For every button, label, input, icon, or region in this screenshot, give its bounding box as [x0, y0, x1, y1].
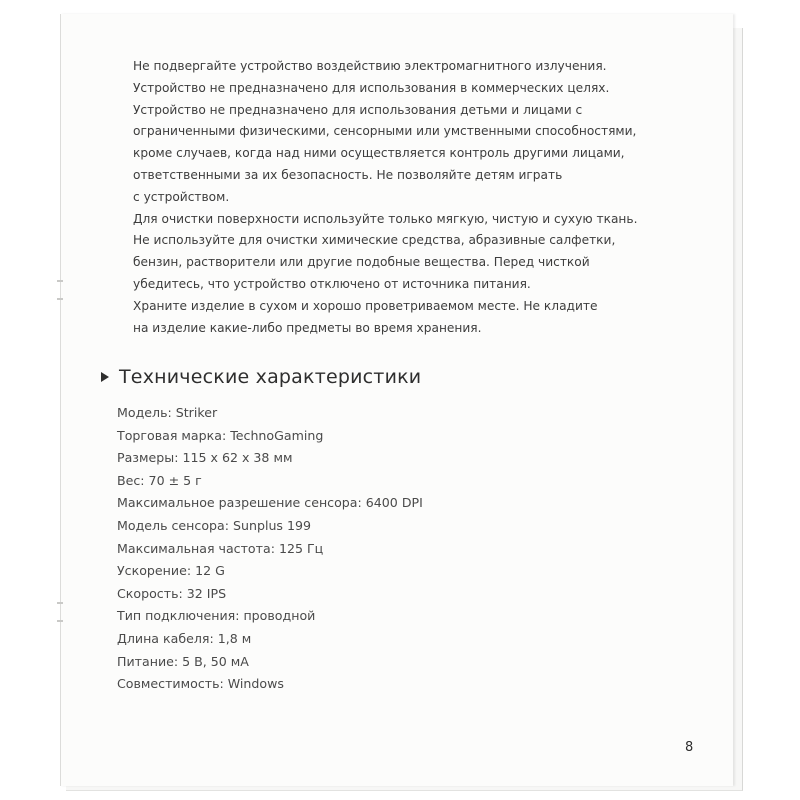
specs-heading [101, 366, 421, 388]
manual-page [60, 14, 733, 786]
spec-weight: Вес: 70 ± 5 г [117, 472, 202, 488]
safety-line: с устройством. [133, 189, 230, 204]
safety-instructions [133, 56, 723, 339]
safety-line: Устройство не предназначено для использования в коммерческих целях. [133, 80, 610, 95]
binding-mark [57, 620, 63, 622]
spec-power: Питание: 5 В, 50 мА [117, 653, 249, 669]
safety-line: убедитесь, что устройство отключено от источника питания. [133, 276, 531, 291]
safety-line: ответственными за их безопасность. Не позволяйте детям играть [133, 167, 563, 182]
binding-mark [57, 280, 63, 282]
safety-line: Для очистки поверхности используйте только мягкую, чистую и сухую ткань. [133, 211, 638, 226]
safety-line: кроме случаев, когда над ними осуществляется контроль другими лицами, [133, 146, 625, 161]
spec-compatibility: Совместимость: Windows [117, 676, 284, 692]
spec-sensor-model: Модель сенсора: Sunplus 199 [117, 517, 312, 533]
specs-title: Технические характеристики [119, 366, 422, 388]
spec-cable-length: Длина кабеля: 1,8 м [117, 630, 252, 646]
binding-mark [57, 602, 63, 604]
page-number: 8 [685, 740, 694, 755]
spec-dimensions: Размеры: 115 x 62 x 38 мм [117, 450, 293, 466]
spec-max-resolution: Максимальное разрешение сенсора: 6400 DPI [117, 495, 423, 511]
spec-connection-type: Тип подключения: проводной [117, 608, 316, 624]
safety-line: бензин, растворители или другие подобные вещества. Перед чисткой [133, 255, 590, 270]
spec-brand: Торговая марка: TechnoGaming [117, 427, 324, 443]
spec-model: Модель: Striker [117, 405, 218, 420]
spec-polling-rate: Максимальная частота: 125 Гц [117, 540, 324, 556]
safety-line: Не подвергайте устройство воздействию электромагнитного излучения. [133, 59, 607, 73]
triangle-marker-icon [101, 372, 109, 382]
spec-acceleration: Ускорение: 12 G [117, 563, 225, 579]
safety-line: Не используйте для очистки химические средства, абразивные салфетки, [133, 233, 616, 248]
binding-mark [57, 298, 63, 300]
safety-line: на изделие какие-либо предметы во время хранения. [133, 320, 482, 335]
spec-speed: Скорость: 32 IPS [117, 585, 227, 601]
safety-line: ограниченными физическими, сенсорными или умственными способностями, [133, 124, 637, 139]
safety-line: Храните изделие в сухом и хорошо проветриваемом месте. Не кладите [133, 298, 598, 313]
safety-line: Устройство не предназначено для использования детьми и лицами с [133, 102, 583, 117]
specs-list [117, 402, 423, 696]
